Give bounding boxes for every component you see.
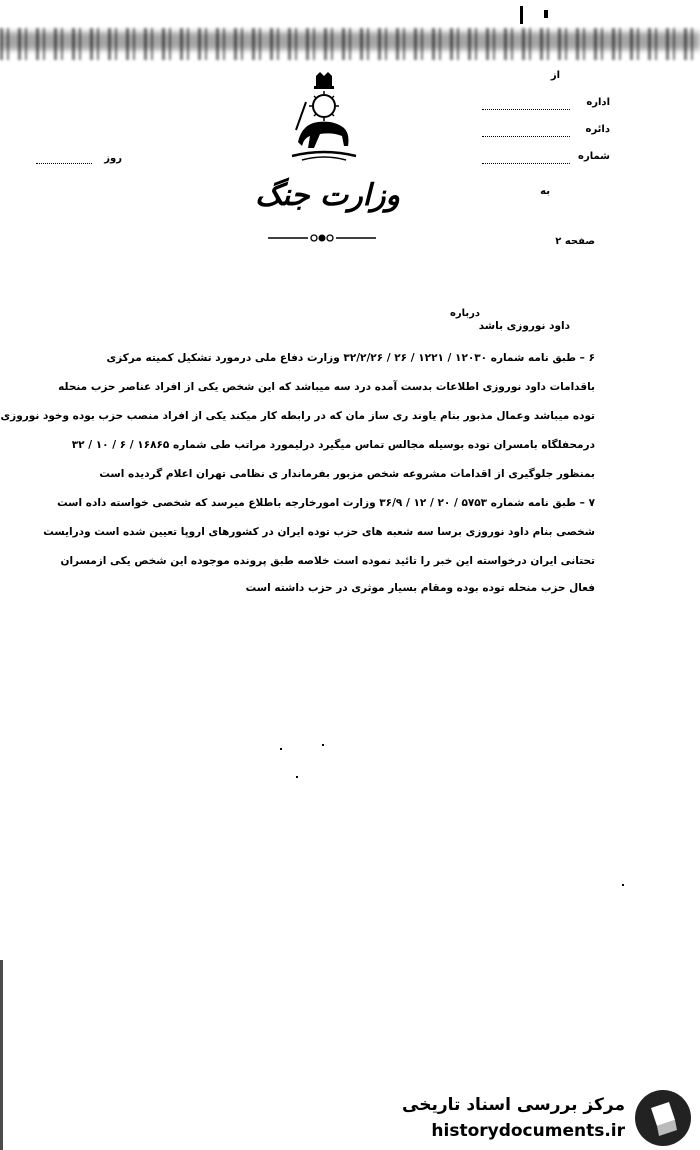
body-line: ۶ – طبق نامه شماره ۱۲۰۳۰ / ۱۲۲۱ / ۲۶ / ۳۲/۲/۲۶ وزارت دفاع ملی درمورد تشکیل کمیته مرکزی [106,352,595,364]
photocopy-top-smudge [0,28,700,60]
ministry-name: وزارت جنگ [255,178,400,213]
number-field[interactable] [482,162,570,164]
to-label: به [540,186,550,197]
department-label: دائره [585,124,610,135]
department-field[interactable] [482,135,570,137]
punch-mark [544,10,548,18]
lion-and-sun-emblem-icon [288,72,360,164]
body-line: فعال حزب منحله توده بوده ومقام بسیار موثری در حزب داشته است [245,582,595,594]
body-line: توده میباشد وعمال مذبور بنام یاوند ری ساز مان که در رابطه کار میکند یکی از افراد منصب حزب بوده وخود نوروزی [0,410,595,422]
scan-speck [322,744,324,746]
body-line: باقدامات داود نوروزی اطلاعات بدست آمده درد سه میباشد که این شخص یکی از افراد عناصر حزب منحله [58,381,595,393]
office-field[interactable] [482,108,570,110]
scan-speck [622,884,624,886]
body-line: ۷ – طبق نامه شماره ۵۷۵۳ / ۲۰ / ۱۲ / ۳۶/۹ وزارت امورخارجه باطلاع میرسد که شخصی خواسته داده است [57,497,595,509]
body-line: درمحفلگاه بامسران توده بوسیله مجالس تماس میگیرد درلیمورد مراتب طی شماره ۱۶۸۶۵ / ۶ / ۱۰ / ۳۲ [71,439,595,451]
scan-speck [296,776,298,778]
body-line: بمنظور جلوگیری از اقدامات مشروعه شخص مزبور بفرماندار ی نظامی تهران اعلام گردیده است [99,468,595,480]
subject-label: درباره [449,308,480,319]
scan-speck [280,748,282,750]
ornamental-divider [268,232,376,244]
from-label: از [550,70,560,81]
punch-mark [520,6,523,24]
number-label: شماره [578,151,610,162]
archive-logo-icon [635,1090,691,1146]
body-line: تحتانی ایران درخواسته این خبر را تائید نموده است خلاصه طبق پرونده موجوده این شخص یکی ازمسران [60,555,595,567]
subject-text: داود نوروزی باشد [478,320,570,332]
watermark-url[interactable]: historydocuments.ir [431,1121,625,1141]
edge-scan-line [0,960,3,1150]
body-line: شخصی بنام داود نوروزی برسا سه شعبه های حزب توده ایران در کشورهای اروپا تعیین شده است ودرایست [43,526,595,538]
date-field[interactable] [36,162,92,164]
watermark-org: مرکز بررسی اسناد تاریخی [402,1095,625,1115]
page-number: صفحه ۲ [555,236,595,247]
office-label: اداره [586,97,610,108]
day-label: روز [104,153,122,164]
